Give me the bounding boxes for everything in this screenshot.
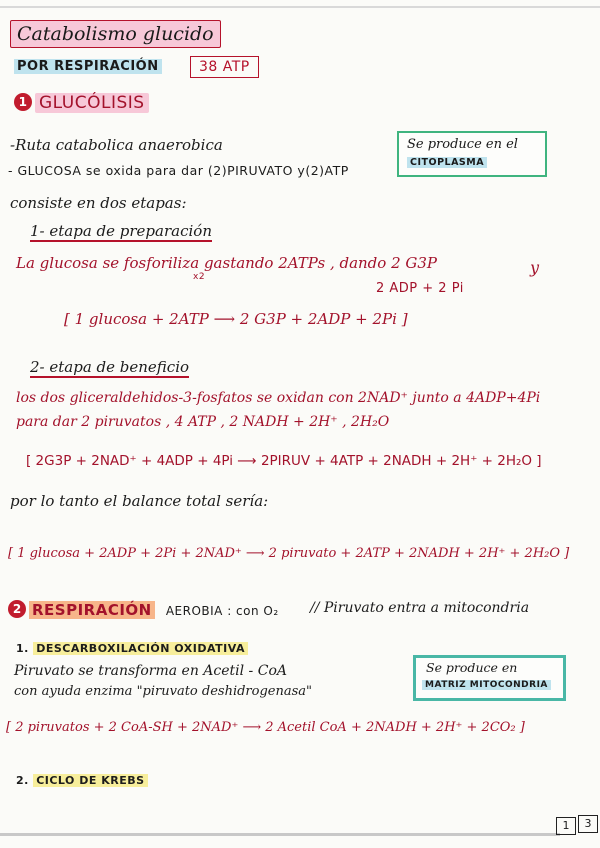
stage1-y: y bbox=[530, 258, 540, 277]
stage1-text-a: La glucosa se fosforiliza gastando 2ATPs , dando 2 G3P bbox=[16, 254, 438, 272]
equation-descarboxilacion: [ 2 piruvatos + 2 CoA-SH + 2NAD⁺ ⟶ 2 Acetil CoA + 2NADH + 2H⁺ + 2CO₂ ] bbox=[6, 720, 525, 735]
bottom-rule bbox=[0, 833, 560, 836]
step2-title: CICLO DE KREBS bbox=[33, 774, 147, 787]
step1-number: 1. bbox=[16, 642, 29, 655]
equation-stage2: [ 2G3P + 2NAD⁺ + 4ADP + 4Pi ⟶ 2PIRUV + 4ATP + 2NADH + 2H⁺ + 2H₂O ] bbox=[26, 453, 542, 469]
section1-title: GLUCÓLISIS bbox=[35, 93, 149, 113]
page-title: Catabolismo glucido bbox=[10, 20, 221, 48]
balance-intro: por lo tanto el balance total sería: bbox=[10, 492, 269, 510]
stage2-title-text: 2- etapa de beneficio bbox=[30, 358, 190, 376]
step2-heading bbox=[16, 774, 148, 787]
stage1-x2: x2 bbox=[193, 272, 206, 282]
step1-text-a: Piruvato se transforma en Acetil - CoA bbox=[14, 663, 287, 679]
note-citoplasma-prefix: Se produce en el bbox=[407, 137, 518, 152]
section2-number: 2 bbox=[8, 600, 26, 618]
section2-suffix: AEROBIA : con O₂ bbox=[165, 604, 279, 618]
stage1-title bbox=[30, 222, 212, 240]
page-number-2: 3 bbox=[578, 815, 598, 833]
note-mitocondria bbox=[413, 655, 566, 701]
note-citoplasma-location: CITOPLASMA bbox=[407, 157, 487, 168]
step2-number: 2. bbox=[16, 774, 29, 787]
section1-number: 1 bbox=[14, 93, 32, 111]
section2-heading bbox=[8, 600, 279, 619]
stage1-text-b: 2 ADP + 2 Pi bbox=[376, 281, 464, 296]
glucolisis-line2: - GLUCOSA se oxida para dar (2)PIRUVATO y(2)ATP bbox=[8, 163, 349, 178]
top-rule bbox=[0, 6, 600, 8]
step1-heading bbox=[16, 642, 248, 655]
stage2-title bbox=[30, 358, 189, 376]
stage2-text-a: los dos gliceraldehidos-3-fosfatos se oxidan con 2NAD⁺ junto a 4ADP+4Pi bbox=[16, 390, 541, 406]
note-mitocondria-prefix: Se produce en bbox=[426, 660, 518, 675]
glucolisis-line1: -Ruta catabolica anaerobica bbox=[10, 136, 223, 154]
equation-total: [ 1 glucosa + 2ADP + 2Pi + 2NAD⁺ ⟶ 2 piruvato + 2ATP + 2NADH + 2H⁺ + 2H₂O ] bbox=[8, 546, 570, 561]
step1-text-b: con ayuda enzima "piruvato deshidrogenasa" bbox=[14, 684, 313, 699]
section2-side-note: // Piruvato entra a mitocondria bbox=[310, 600, 530, 616]
page-number-1: 1 bbox=[556, 817, 576, 835]
section2-title: RESPIRACIÓN bbox=[29, 601, 155, 619]
equation-stage1: [ 1 glucosa + 2ATP ⟶ 2 G3P + 2ADP + 2Pi ] bbox=[64, 310, 408, 328]
stage2-text-b: para dar 2 piruvatos , 4 ATP , 2 NADH + 2H⁺ , 2H₂O bbox=[16, 414, 390, 430]
note-mitocondria-location: MATRIZ MITOCONDRIA bbox=[422, 680, 551, 690]
stages-intro: consiste en dos etapas: bbox=[10, 194, 187, 212]
stage1-title-text: 1- etapa de preparación bbox=[30, 222, 212, 240]
subtitle: POR RESPIRACIÓN bbox=[14, 59, 162, 74]
atp-total-box: 38 ATP bbox=[190, 56, 259, 78]
note-citoplasma bbox=[397, 131, 547, 177]
section1-heading bbox=[14, 93, 149, 113]
step1-title: DESCARBOXILACIÓN OXIDATIVA bbox=[33, 642, 248, 655]
